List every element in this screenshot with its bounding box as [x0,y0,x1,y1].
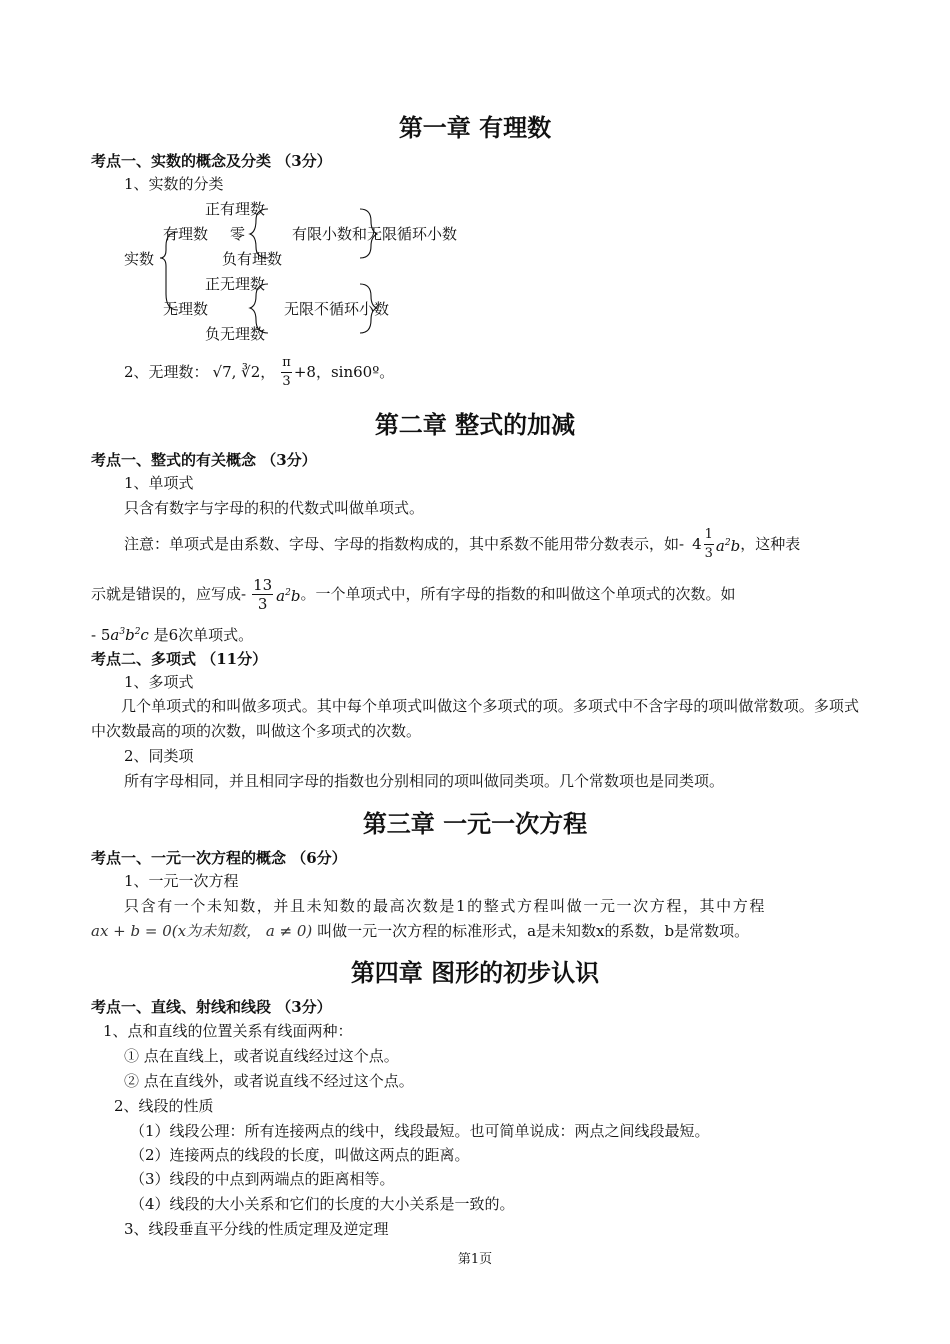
s2-note-line-3 [91,621,253,646]
s4-line-6: （2）连接两点的线段的长度，叫做这两点的距离。 [130,1146,470,1164]
node-youxian-xiaoshu: 有限小数和无限循环小数 [292,225,458,243]
note-text-d: 。一个单项式中，所有字母的指数的和叫做这个单项式的次数。如 [300,585,736,603]
mixed-fraction [704,526,714,563]
s4-line-2: ① 点在直线上，或者说直线经过这个点。 [124,1047,399,1065]
improper-numerator: 13 [253,575,273,594]
s2-item-1: 1、单项式 [124,474,194,492]
chapter-3-title: 第三章 一元一次方程 [362,809,588,838]
chapter-2-title: 第二章 整式的加减 [374,410,576,439]
s1-item-1: 1、实数的分类 [124,175,224,193]
mixed-denominator: 3 [704,545,713,561]
pi-numerator: π [281,354,292,373]
s4-line-9: 3、线段垂直平分线的性质定理及逆定理 [124,1220,389,1238]
improper-denominator: 3 [257,594,268,613]
page-number: 第1页 [457,1252,493,1267]
node-fu-wulishu: 负无理数 [205,325,266,343]
s2-def-like-terms: 所有字母相同，并且相同字母的指数也分别相同的项叫做同类项。几个常数项也是同类项。 [124,772,725,790]
node-wulishu: 无理数 [163,300,209,318]
s4-line-8: （4）线段的大小关系和它们的长度的大小关系是一致的。 [130,1195,515,1213]
s2-note-line-1 [124,524,800,564]
node-fu-youlishu: 负有理数 [222,250,283,268]
s4-line-1: 1、点和直线的位置关系有线面两种： [103,1022,353,1040]
s4-line-4: 2、线段的性质 [114,1097,214,1115]
irrational-roots: √7, ∛2， [212,363,276,381]
s2-kaodian-1: 考点一、整式的有关概念 （3分） [91,451,317,469]
s2-item-like-terms: 2、同类项 [124,747,194,765]
node-ling: 零 [230,225,246,243]
s1-item-2-label: 2、无理数： [124,363,209,381]
s4-line-5: （1）线段公理：所有连接两点的线中，线段最短。也可简单说成：两点之间线段最短。 [130,1122,710,1140]
improper-fraction [252,576,273,613]
mixed-whole: 4 [692,535,702,553]
note-text-e: 是6次单项式。 [153,626,254,644]
node-youlishu: 有理数 [163,225,209,243]
note-text-a: 注意：单项式是由系数、字母、字母的指数构成的，其中系数不能用带分数表示，如- [124,535,685,553]
s3-item-1: 1、一元一次方程 [124,872,239,890]
monomial-example: - $5a^3b^2c$ [91,626,149,644]
monomial-a2b-2: $a^2b$ [276,586,301,605]
s3-def-text: 叫做一元一次方程的标准形式，a是未知数x的系数，b是常数项。 [317,922,750,940]
s2-note-line-2 [91,574,735,614]
chapter-1-title: 第一章 有理数 [398,113,552,142]
s1-kaodian-1: 考点一、实数的概念及分类 （3分） [91,152,332,170]
node-zheng-youlishu: 正有理数 [205,200,266,218]
node-shishu: 实数 [124,250,155,268]
chapter-4-title: 第四章 图形的初步认识 [350,958,600,987]
mixed-numerator: 1 [704,526,714,545]
standard-form-equation: ax + b = 0(x为未知数， a ≠ 0) [91,922,313,940]
s4-line-7: （3）线段的中点到两端点的距离相等。 [130,1170,395,1188]
s1-item-2 [124,352,394,392]
pi-over-3-fraction [281,354,292,391]
s3-kaodian-1: 考点一、一元一次方程的概念 （6分） [91,849,347,867]
pi-denominator: 3 [282,373,291,389]
s4-kaodian-1: 考点一、直线、射线和线段 （3分） [91,998,332,1016]
node-zheng-wulishu: 正无理数 [205,275,266,293]
monomial-a2b: $a^2b$ [715,536,741,555]
note-text-c: 示就是错误的，应写成- [91,585,247,603]
s2-def-polynomial: 几个单项式的和叫做多项式。其中每个单项式叫做这个多项式的项。多项式中不含字母的项叫做常数项。多项式中次数最高的项的次数，叫做这个多项式的次数。 [91,697,859,740]
s1-item-2-rest: +8，sin60º。 [293,363,395,381]
s2-kaodian-2: 考点二、多项式 （11分） [91,650,268,668]
s2-def-monomial: 只含有数字与字母的积的代数式叫做单项式。 [124,499,425,517]
s2-item-polynomial: 1、多项式 [124,673,194,691]
node-wuxian-xiaoshu: 无限不循环小数 [284,300,390,318]
classification-braces [0,0,950,360]
note-text-b: ，这种表 [740,535,801,553]
s4-line-3: ② 点在直线外，或者说直线不经过这个点。 [124,1072,414,1090]
s3-def-line-2 [91,920,749,942]
s3-def-line-1: 只含有一个未知数，并且未知数的最高次数是1的整式方程叫做一元一次方程，其中方程 [124,897,766,915]
